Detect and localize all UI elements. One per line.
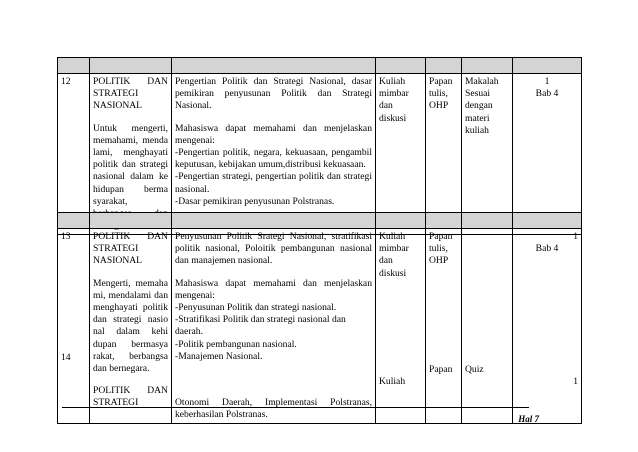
topic-text-14: POLITIK DAN STRATEGI (93, 385, 168, 409)
content-intro: Pengertian Politik dan Strategi Nasional, dasar pemikiran penyusunan Politik dan Strategi Nasional. (175, 76, 372, 112)
content-point: -Pengertian politik, negara, kekuasaan, pengambil keputusan, kebijakan umum,distribusi kekuasaan. (175, 147, 372, 171)
row-number-14: 14 (61, 352, 71, 364)
media-text-14: Papan (429, 363, 453, 375)
content-point: -Stratifikasi Politik dan strategi nasional dan daerah. (175, 314, 346, 338)
topic-text: POLITIK DAN STRATEGI NASIONAL (93, 76, 168, 112)
reference-chapter: Bab 4 (535, 88, 559, 100)
content-text-14: Otonomi Daerah, Implementasi Polstranas, keberhasilan Polstranas. (175, 397, 372, 421)
objective-text: Untuk mengerti, memahami, menda lami, menghayati politik dan strategi nasional dalam ke hidupan berma syarakat, (93, 122, 168, 207)
reference-number: 1 (573, 231, 578, 242)
row-number: 12 (58, 74, 90, 235)
table-row (58, 229, 582, 424)
method-text: Kuliah mimbar dan diskusi (376, 74, 426, 235)
content-intro: Penyusunan Politik Srategi Nasional, stratifikasi politik nasional, Poloitik pembangunan nasional dan manajemen nasional. (175, 231, 372, 267)
footer-rule (62, 407, 529, 408)
method-text-14: Kuliah (379, 375, 406, 387)
media-text: Papan tulis, OHP (426, 74, 462, 235)
reference-number-14: 1 (573, 376, 578, 388)
evaluation-text-14: Quiz (465, 364, 484, 375)
content-lead: Mahasiswa dapat memahami dan menjelaskan mengenai: (175, 122, 372, 146)
reference-chapter: Bab 4 (535, 243, 559, 255)
table-header-row (58, 58, 582, 74)
objective-text: Mengerti, memaha mi, mendalami dan menghayati politik dan strategi nasio nal dalam kehi dupan bermasya rakat, berbangsa dan bernegara. (93, 277, 168, 375)
table-row (58, 74, 582, 235)
content-point: -Pengertian strategi, pengertian politik dan strategi nasional. (175, 171, 372, 195)
content-point: -Penyusunan Politik dan strategi nasional. (175, 302, 337, 314)
content-point: -Manajemen Nasional. (175, 350, 263, 362)
row-number: 13 14 (58, 229, 90, 424)
evaluation-text: Makalah Sesuai dengan materi kuliah (462, 74, 513, 235)
media-text: Papan tulis, OHP (429, 231, 453, 267)
content-point: -Dasar pemikiran penyusunan Polstranas. (175, 195, 335, 207)
content-lead: Mahasiswa dapat memahami dan menjelaskan mengenai: (175, 277, 372, 301)
table-header-row (58, 213, 582, 229)
topic-text: POLITIK DAN STRATEGI NASIONAL (93, 231, 168, 267)
syllabus-table-2 (57, 212, 582, 424)
reference-number: 1 (544, 76, 550, 87)
syllabus-table-1 (57, 57, 582, 235)
method-text: Kuliah mimbar dan diskusi (379, 231, 409, 279)
page-number: Hal 7 (518, 414, 539, 424)
content-point: -Politik pembangunan nasional. (175, 338, 297, 350)
